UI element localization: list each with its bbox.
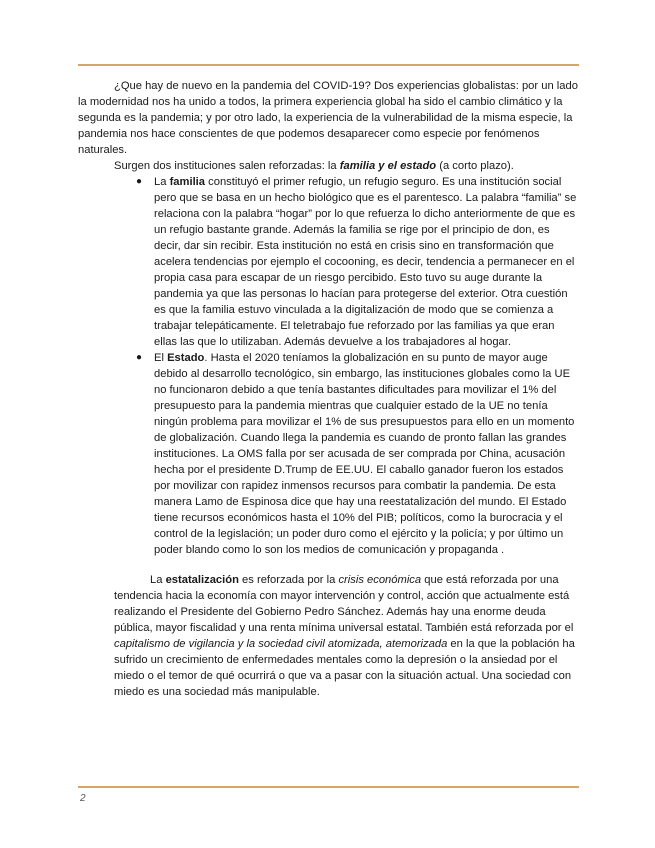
page-number: 2: [80, 793, 86, 804]
bullet-dot: ●: [136, 352, 143, 363]
list-item-text: constituyó el primer refugio, un refugio seguro. Es una institución social pero que se basa en un hecho biológico que es el parentesco. La palabra “familia” se relaciona con la palabra “hogar” por lo que refuerza lo dicho anteriormente de que es un refugio bastante grande. Además la familia se rige por el principio de don, es decir, dar sin recibir. Esta institución no está en crisis sino en transformación que acelera tendencias por ejemplo el cocooning, es decir, tendencia a permanecer en el propia casa para escapar de un riesgo percibido. Esto tuvo su auge durante la pandemia ya que las personas lo hacían para protegerse del exterior. Otra cuestión es que la familia estuvo vinculada a la digitalización de modo que se comienza a trabajar telepáticamente. El teletrabajo fue reforzado por las familias ya que eran ellas las que lo utilizaban. Además devuelve a los trabajadores al hogar.: [154, 176, 577, 348]
para2-text-4: en la que la población ha sufrido un crecimiento de enfermedades mentales como la depresión o la ansiedad por el miedo o el temor de qué ocurrirá o que va a pasar con la situación actual. Una sociedad con miedo es una sociedad más manipulable.: [114, 638, 575, 698]
intro-paragraph: ¿Que hay de nuevo en la pandemia del COVID-19? Dos experiencias globalistas: por un lado la modernidad nos ha unido a todos, la primera experiencia global ha sido el cambio climático y la segunda es la pandemia; y por otro lado, la experiencia de la vulnerabilidad de la misma especie, la pandemia nos hace conscientes de que podemos desaparecer como especie por fenómenos naturales.: [78, 80, 578, 156]
para2-text-1: La: [150, 574, 166, 586]
bullet-dot: ●: [136, 176, 143, 187]
estatalizacion-text: [114, 572, 578, 700]
para2-text-2: es reforzada por la: [238, 574, 339, 586]
surgen-post: (a corto plazo).: [436, 160, 514, 172]
list-item-bold: familia: [169, 176, 206, 188]
document-body: [78, 78, 578, 700]
estatalizacion-paragraph: [78, 572, 578, 700]
para2-bold: estatalización: [165, 574, 239, 586]
para2-italic-1: crisis económica: [338, 574, 422, 586]
list-item-pre: La: [154, 176, 170, 188]
list-item-pre: El: [154, 352, 168, 364]
list-item-text: . Hasta el 2020 teníamos la globalización en su punto de mayor auge debido al desarrollo tecnológico, sin embargo, las instituciones globales como la UE no funcionaron debido a que tenía bastantes dificultades para movilizar el 1% del presupuesto para la pandemia mientras que cualquier estado de la UE no tenía ningún problema para movilizar el 1% de sus presupuestos para ello en un momento de globalización. Cuando llega la pandemia es cuando de pronto fallan las grandes instituciones. La OMS falla por ser acusada de ser comprada por China, acusación hecha por el presidente D.Trump de EE.UU. El caballo ganador fueron los estados por movilizar con rapidez inmensos recursos para combatir la pandemia. De esta manera Lamo de Espinosa dice que hay una reestatalización del mundo. El Estado tiene recursos económicos hasta el 10% del PIB; políticos, como la burocracia y el control de la legislación; un poder duro como el ejército y la policía; y por último un poder blando como lo son los medios de comunicación y propaganda .: [154, 352, 575, 556]
institutions-list: [78, 174, 578, 558]
surgen-pre: Surgen dos instituciones salen reforzadas: la: [114, 160, 340, 172]
list-item-bold: Estado: [167, 352, 205, 364]
surgen-paragraph: [78, 158, 578, 174]
list-item-estado: [136, 350, 578, 558]
para2-text-3: que está reforzada por una tendencia hacia la economía con mayor intervención y control, acción que actualmente está realizando el Presidente del Gobierno Pedro Sánchez. Además hay una enorme deuda pública, mayor fiscalidad y una renta mínima universal estatal. También está reforzada por el: [114, 574, 574, 634]
header-rule: [78, 64, 579, 66]
para2-italic-2: capitalismo de vigilancia y la sociedad civil atomizada, atemorizada: [114, 638, 448, 650]
list-item-familia: [136, 174, 578, 350]
surgen-emphasis: familia y el estado: [339, 160, 437, 172]
footer-rule: [78, 786, 579, 788]
